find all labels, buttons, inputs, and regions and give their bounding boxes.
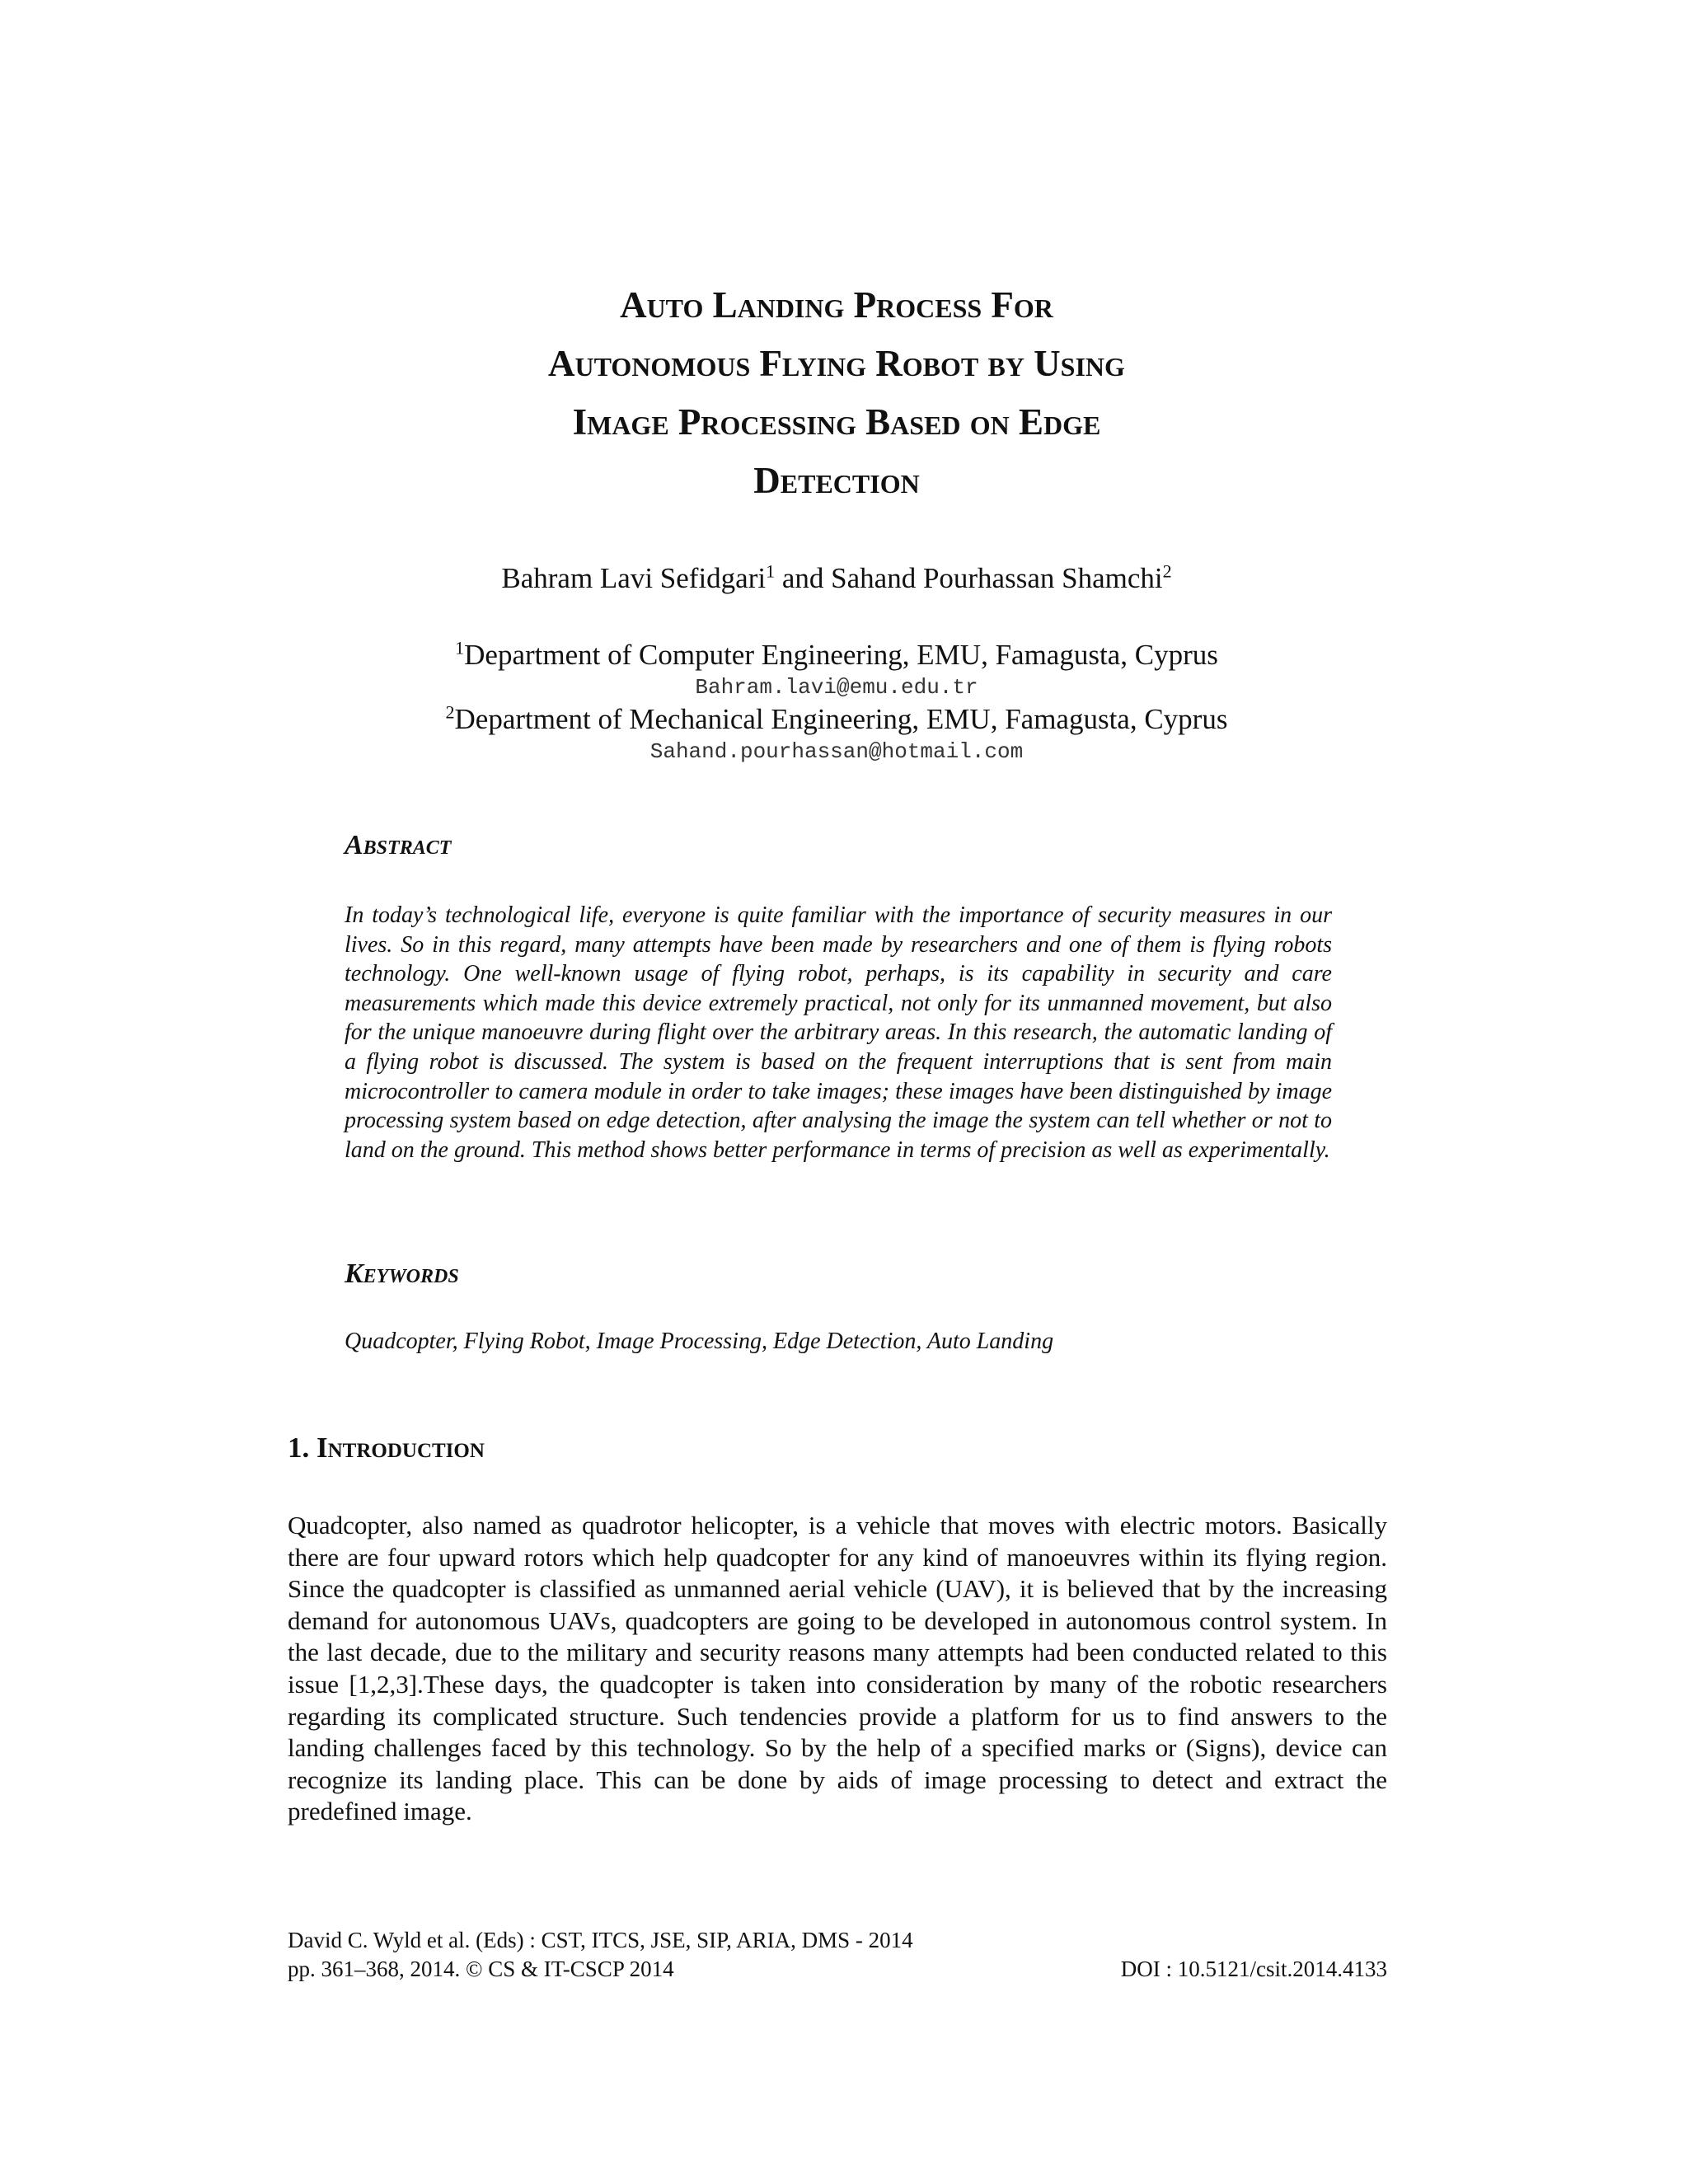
footer-row [288, 1955, 1387, 1984]
keywords-text: Quadcopter, Flying Robot, Image Processing, Edge Detection, Auto Landing [345, 1329, 1054, 1354]
title-line-4: Detection [753, 460, 920, 501]
title-line-3: Image Processing Based on Edge [572, 401, 1101, 443]
introduction-heading [288, 1432, 485, 1465]
affiliation-list [247, 639, 1426, 767]
title-line-1: Auto Landing Process For [620, 284, 1053, 326]
author-list [247, 560, 1426, 597]
keywords-heading: Keywords [345, 1258, 459, 1289]
author-name: Bahram Lavi Sefidgari [501, 562, 767, 594]
author-affiliation-marker: 1 [766, 560, 776, 582]
section-number: 1. [288, 1432, 316, 1464]
author-affiliation-marker: 2 [1162, 560, 1172, 582]
author-name: Sahand Pourhassan Shamchi [831, 562, 1163, 594]
paper-title [272, 276, 1401, 510]
introduction-text: Quadcopter, also named as quadrotor helicopter, is a vehicle that moves with electric motors. Basically there are four upward rotors which help quadcopter for any kind of manoeuvres within its flying region. Since the quadcopter is classified as unmanned aerial vehicle (UAV), it is believed that by the increasing demand for autonomous UAVs, quadcopters are going to be developed in autonomous control system. In the last decade, due to the military and security reasons many attempts had been conducted related to this issue [1,2,3].These days, the quadcopter is taken into consideration by many of the robotic researchers regarding its complicated structure. Such tendencies provide a platform for us to find answers to the landing challenges faced by this technology. So by the help of a specified marks or (Signs), device can recognize its landing place. This can be done by aids of image processing to detect and extract the predefined image. [288, 1511, 1387, 1826]
affiliation [247, 639, 1426, 672]
footer-pages-copyright: pp. 361–368, 2014. © CS & IT-CSCP 2014 [288, 1957, 674, 1981]
affiliation-marker: 2 [445, 701, 455, 723]
abstract-heading: Abstract [345, 830, 452, 860]
author-email[interactable]: Sahand.pourhassan@hotmail.com [649, 739, 1024, 764]
section-title: Introduction [316, 1432, 485, 1464]
footer-proceedings: David C. Wyld et al. (Eds) : CST, ITCS, JSE, SIP, ARIA, DMS - 2014 [288, 1928, 913, 1952]
abstract-text: In today’s technological life, everyone is quite familiar with the importance of security measures in our lives. So in this regard, many attempts have been made by researchers and one of them is flying robots technology. One well-known usage of flying robot, perhaps, is its capability in security and care measurements which made this device extremely practical, not only for its unmanned movement, but also for the unique manoeuvre during flight over the arbitrary areas. In this research, the automatic landing of a flying robot is discussed. The system is based on the frequent interruptions that is sent from main microcontroller to camera module in order to take images; these images have been distinguished by image processing system based on edge detection, after analysing the image the system can tell whether or not to land on the ground. This method shows better performance in terms of precision as well as experimentally. [345, 902, 1332, 1163]
affiliation-marker: 1 [455, 637, 465, 658]
affiliation [247, 703, 1426, 736]
affiliation-text: Department of Computer Engineering, EMU, Famagusta, Cyprus [464, 639, 1218, 671]
affiliation-text: Department of Mechanical Engineering, EMU, Famagusta, Cyprus [454, 703, 1228, 735]
author-connector: and [775, 562, 832, 594]
author-email[interactable]: Bahram.lavi@emu.edu.tr [695, 675, 978, 700]
footer-doi[interactable]: DOI : 10.5121/csit.2014.4133 [1120, 1957, 1387, 1981]
title-line-2: Autonomous Flying Robot by Using [548, 343, 1125, 384]
page-footer [288, 1926, 1387, 1984]
